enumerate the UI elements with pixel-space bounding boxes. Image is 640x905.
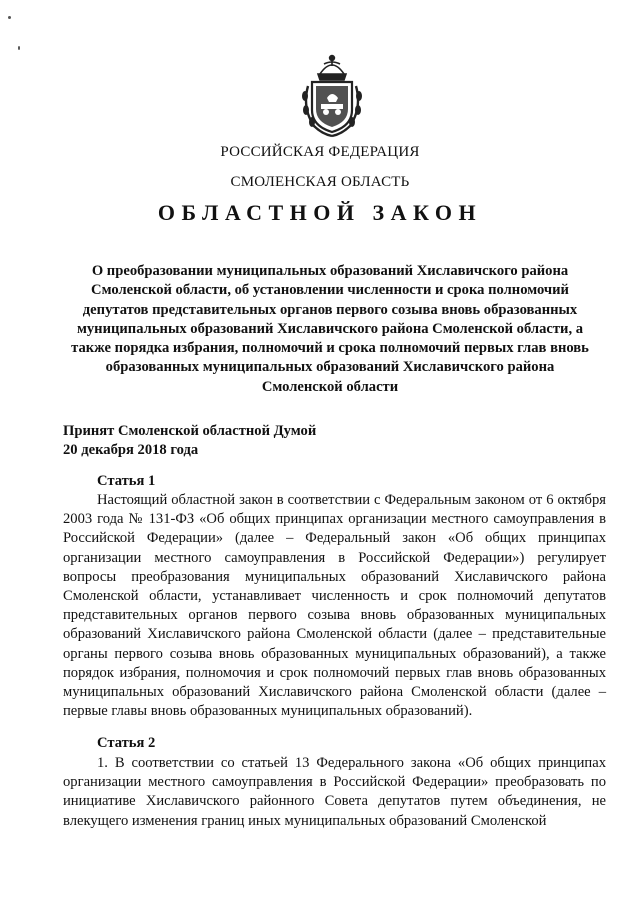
document-type-title: ОБЛАСТНОЙ ЗАКОН (157, 200, 483, 225)
region-heading: СМОЛЕНСКАЯ ОБЛАСТЬ (230, 174, 410, 190)
adoption-date: 20 декабря 2018 года (63, 442, 199, 458)
article-2-heading: Статья 2 (97, 735, 156, 751)
article-1-text: Настоящий областной закон в соответствии с Федеральным законом от 6 октября 2003 года № 131-ФЗ «Об общих принципах организации местного самоуправления в Российской Федерации» (далее – Федеральный закон «Об общих принципах организации местного самоуправления в Российской Федерации») регулирует вопросы преобразования муниципальных образований Хиславичского района Смоленской области, устанавливает численность и срок полномочий депутатов представительных органов первого созыва вновь образованных муниципальных образований Хиславичского района Смоленской области (далее – представительные органы первого созыва вновь образованных муниципальных образований), а также порядок избрания, полномочия и срок полномочий первых глав вновь образованных муниципальных образований Хиславичского района Смоленской области (далее – первые главы вновь образованных муниципальных образований). (63, 492, 606, 720)
article-1-heading: Статья 1 (97, 473, 156, 489)
country-heading: РОССИЙСКАЯ ФЕДЕРАЦИЯ (220, 144, 420, 160)
adoption-info (63, 422, 316, 460)
article-2-text: 1. В соответствии со статьей 13 Федерального закона «Об общих принципах организации местного самоуправления в Российской Федерации» преобразовать по инициативе Хиславичского районного Совета депутатов путем объединения, не влекущего изменения границ иных муниципальных образований Смоленской (63, 755, 606, 829)
coat-of-arms-icon (296, 52, 368, 138)
scan-speck (8, 16, 11, 19)
scan-speck (18, 46, 20, 50)
law-subject-title: О преобразовании муниципальных образований Хиславичского района Смоленской области, об установлении численности и срока полномочий депутатов представительных органов первого созыва вновь образованных муниципальных образований Хиславичского района Смоленской области, а также порядка избрания, полномочий и срока полномочий первых глав вновь образованных муниципальных образований Хиславичского района Смоленской области (71, 263, 589, 395)
adoption-body: Принят Смоленской областной Думой (63, 423, 317, 439)
